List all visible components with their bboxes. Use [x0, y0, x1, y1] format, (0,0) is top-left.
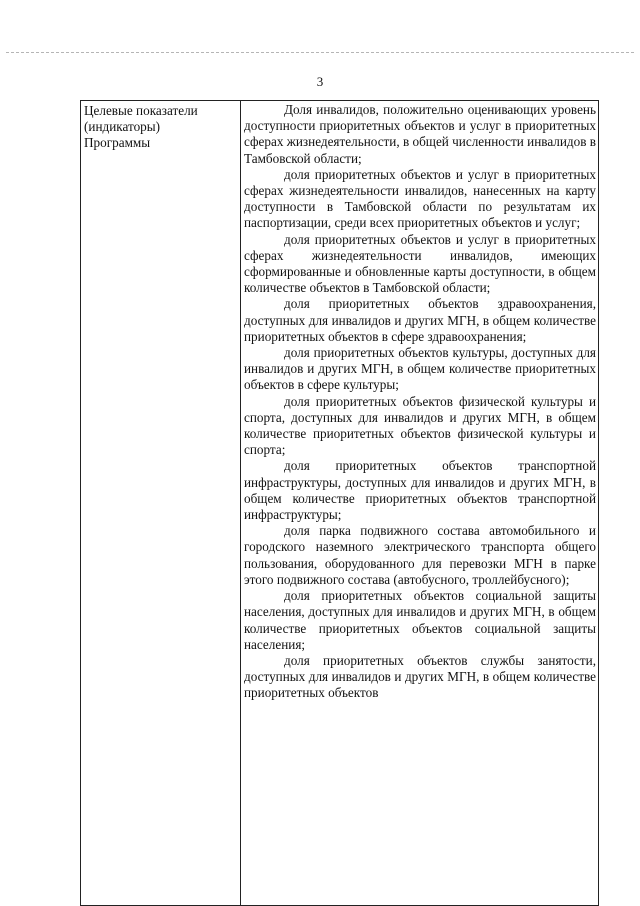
row-content-cell: [241, 101, 599, 906]
indicator-paragraph: доля приоритетных объектов службы занятости, доступных для инвалидов и других МГН, в общем количестве приоритетных объектов: [244, 652, 596, 701]
program-indicators-table: [80, 100, 599, 906]
indicator-paragraph: доля приоритетных объектов здравоохранения, доступных для инвалидов и других МГН, в общем количестве приоритетных объектов в сфере здравоохранения;: [244, 296, 596, 344]
row-label-cell: [81, 101, 241, 906]
indicator-paragraph: доля приоритетных объектов и услуг в приоритетных сферах жизнедеятельности инвалидов, нанесенных на карту доступности в Тамбовской области по результатам их паспортизации, среди всех приоритетных объектов и услуг;: [244, 166, 596, 231]
indicator-paragraph: доля приоритетных объектов физической культуры и спорта, доступных для инвалидов и других МГН, в общем количестве приоритетных объектов физической культуры и спорта;: [244, 393, 596, 458]
page-number: 3: [316, 74, 324, 89]
row-label-line: (индикаторы): [84, 119, 161, 135]
row-label-line: Программы: [84, 135, 151, 151]
table-row: [81, 101, 599, 906]
indicator-paragraph: доля приоритетных объектов социальной защиты населения, доступных для инвалидов и других МГН, в общем количестве приоритетных объектов социальной защиты населения;: [244, 588, 596, 652]
indicator-paragraph: доля парка подвижного состава автомобильного и городского наземного электрического транспорта общего пользования, оборудованного для перевозки МГН в парке этого подвижного состава (автобусного, троллейбусного);: [244, 523, 596, 587]
indicator-paragraph: Доля инвалидов, положительно оценивающих уровень доступности приоритетных объектов и услуг в приоритетных сферах жизнедеятельности, в общей численности инвалидов в Тамбовской области;: [244, 102, 596, 166]
page-top-divider: [6, 52, 634, 53]
indicator-paragraph: доля приоритетных объектов и услуг в приоритетных сферах жизнедеятельности инвалидов, имеющих сформированные и обновленные карты доступности, в общем количестве объектов в Тамбовской области;: [244, 231, 596, 296]
indicator-paragraph: доля приоритетных объектов культуры, доступных для инвалидов и других МГН, в общем количестве приоритетных объектов в сфере культуры;: [244, 345, 596, 393]
indicator-paragraph: доля приоритетных объектов транспортной инфраструктуры, доступных для инвалидов и других МГН, в общем количестве приоритетных объектов транспортной инфраструктуры;: [244, 458, 596, 523]
row-label-line: Целевые показатели: [84, 103, 198, 118]
